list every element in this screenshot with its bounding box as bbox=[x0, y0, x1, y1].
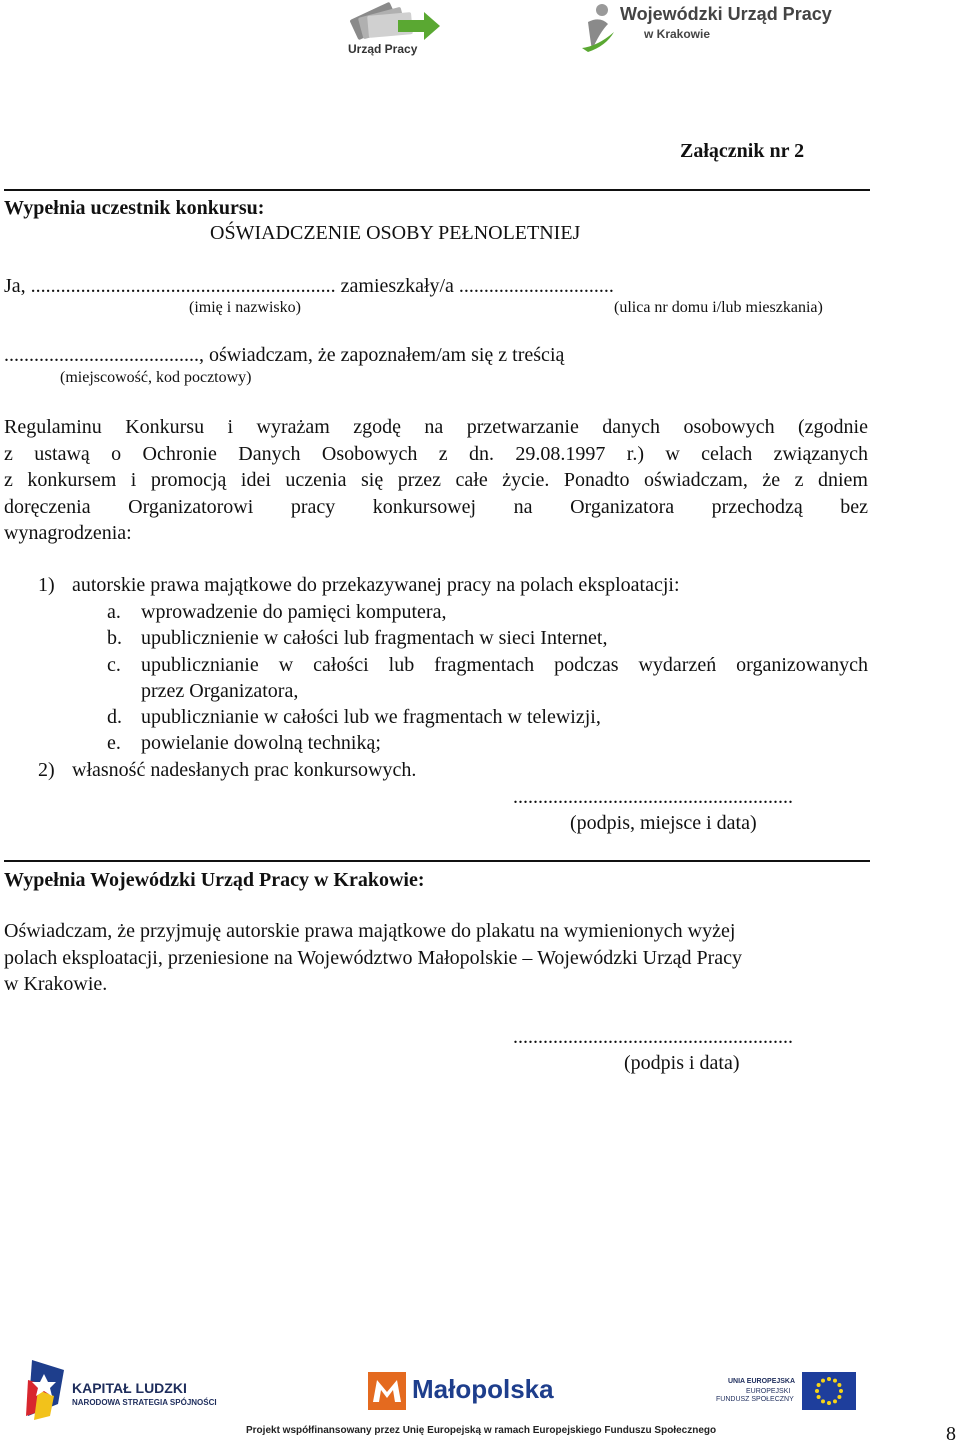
list-subitem-text: upublicznienie w całości lub fragmentach w sieci Internet, bbox=[141, 627, 608, 649]
city-line: ......................................., oświadczam, że zapoznałem/am się z treścią bbox=[4, 344, 565, 366]
acceptance-line-1: Oświadczam, że przyjmuję autorskie prawa majątkowe do plakatu na wymienionych wyżej bbox=[4, 920, 736, 942]
list-subitem-letter: c. bbox=[107, 654, 121, 676]
wup-logo-icon bbox=[578, 2, 618, 54]
name-address-line: Ja, ............................................................. zamieszkały/a ............................... bbox=[4, 275, 614, 297]
section2-heading: Wypełnia Wojewódzki Urząd Pracy w Krakowie: bbox=[4, 869, 425, 891]
divider-middle bbox=[4, 860, 870, 862]
malopolska-text: Małopolska bbox=[412, 1374, 554, 1404]
list-subitem-letter: b. bbox=[107, 627, 122, 649]
list-subitem-letter: e. bbox=[107, 732, 121, 754]
list-item bbox=[38, 573, 55, 597]
kapital-ludzki-logo bbox=[24, 1360, 224, 1422]
acceptance-line-3: w Krakowie. bbox=[4, 973, 108, 995]
wup-logo-subtitle: w Krakowie bbox=[644, 27, 711, 41]
section1-heading: Wypełnia uczestnik konkursu: bbox=[4, 197, 265, 219]
malopolska-logo bbox=[368, 1372, 558, 1412]
list-subitem-letter: d. bbox=[107, 706, 122, 728]
malopolska-crest-icon bbox=[368, 1372, 406, 1410]
list-subitem-letter: a. bbox=[107, 601, 121, 623]
caption-name: (imię i nazwisko) bbox=[189, 299, 301, 316]
caption-street: (ulica nr domu i/lub mieszkania) bbox=[614, 299, 823, 316]
document-title: OŚWIADCZENIE OSOBY PEŁNOLETNIEJ bbox=[210, 222, 581, 244]
project-note: Projekt współfinansowany przez Unię Europejską w ramach Europejskiego Funduszu Społecznego bbox=[246, 1425, 717, 1436]
eu-logo bbox=[716, 1372, 856, 1412]
consent-line-2: z ustawą o Ochronie Danych Osobowych z dn. 29.08.1997 r.) w celach związanych bbox=[4, 442, 868, 465]
signature-caption-1: (podpis, miejsce i data) bbox=[570, 812, 757, 834]
urzad-pracy-logo-icon bbox=[340, 2, 445, 42]
list-subitem-text-cont: przez Organizatora, bbox=[141, 680, 299, 702]
kapital-ludzki-title: KAPITAŁ LUDZKI bbox=[72, 1380, 187, 1396]
consent-line-4: doręczenia Organizatorowi pracy konkursowej na Organizatora przechodzą bez bbox=[4, 495, 868, 518]
consent-line-1: Regulaminu Konkursu i wyrażam zgodę na przetwarzanie danych osobowych (zgodnie bbox=[4, 416, 868, 438]
eu-flag-icon bbox=[802, 1372, 856, 1410]
signature-line-2: ........................................................ bbox=[513, 1026, 793, 1048]
list-item-text: autorskie prawa majątkowe do przekazywanej pracy na polach eksploatacji: bbox=[72, 574, 680, 596]
eu-text-1: UNIA EUROPEJSKA bbox=[728, 1378, 796, 1385]
list-subitem-text: upublicznianie w całości lub we fragmentach w telewizji, bbox=[141, 706, 601, 728]
acceptance-line-2: polach eksploatacji, przeniesione na Województwo Małopolskie – Wojewódzki Urząd Pracy bbox=[4, 947, 743, 969]
list-number: 2) bbox=[38, 759, 55, 781]
eu-text-2: EUROPEJSKI bbox=[746, 1388, 791, 1395]
list-subitem-text: upublicznianie w całości lub fragmentach podczas wydarzeń organizowanych bbox=[141, 654, 868, 676]
caption-city: (miejscowość, kod pocztowy) bbox=[60, 369, 252, 386]
eu-text-3: FUNDUSZ SPOŁECZNY bbox=[716, 1396, 794, 1403]
consent-line-5: wynagrodzenia: bbox=[4, 522, 132, 544]
kapital-ludzki-icon bbox=[24, 1360, 68, 1422]
urzad-pracy-logo-text: Urząd Pracy bbox=[348, 42, 418, 56]
attachment-label: Załącznik nr 2 bbox=[680, 140, 805, 162]
wup-logo-title: Wojewódzki Urząd Pracy bbox=[620, 4, 832, 24]
signature-line-1: ........................................................ bbox=[513, 786, 793, 808]
urzad-pracy-logo bbox=[340, 2, 445, 58]
list-number: 1) bbox=[38, 574, 55, 596]
page-number: 8 bbox=[946, 1423, 956, 1445]
divider-top bbox=[4, 189, 870, 191]
list-subitem-text: wprowadzenie do pamięci komputera, bbox=[141, 601, 447, 623]
consent-line-3: z konkursem i promocją idei uczenia się przez całe życie. Ponadto oświadczam, że z dniem bbox=[4, 469, 868, 491]
list-item-text: własność nadesłanych prac konkursowych. bbox=[72, 759, 417, 781]
list-subitem-text: powielanie dowolną techniką; bbox=[141, 732, 381, 754]
wup-logo bbox=[578, 2, 838, 56]
signature-caption-2: (podpis i data) bbox=[624, 1052, 740, 1074]
kapital-ludzki-subtitle: NARODOWA STRATEGIA SPÓJNOŚCI bbox=[72, 1398, 217, 1407]
